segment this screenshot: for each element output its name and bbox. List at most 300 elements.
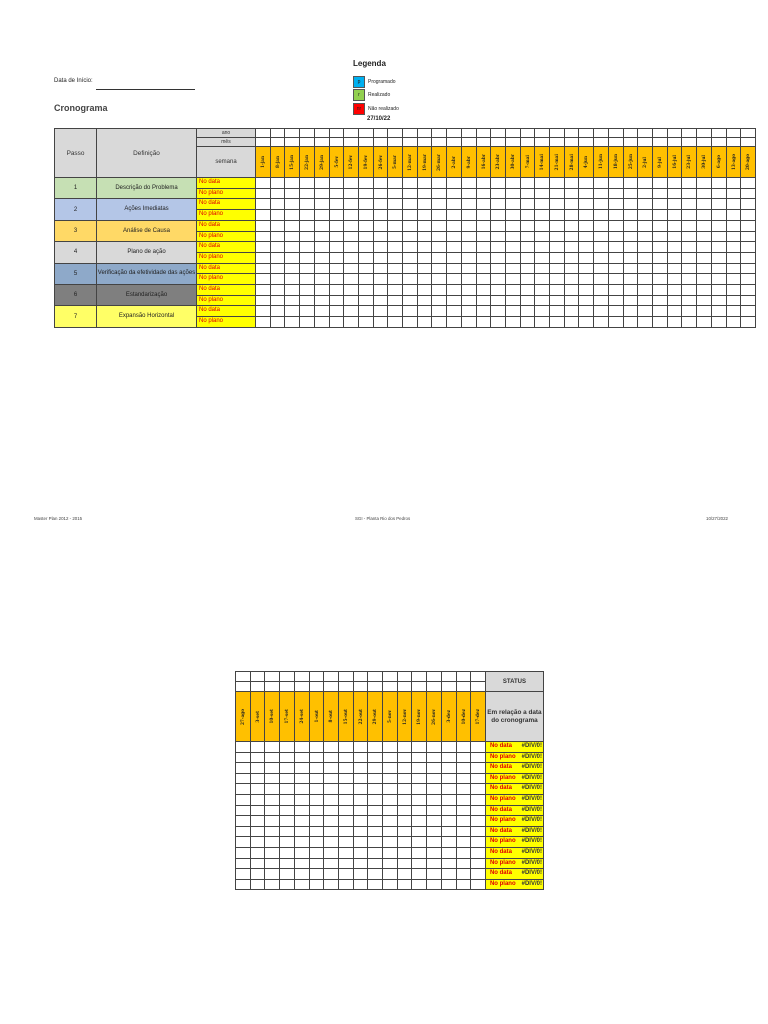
year-cell[interactable] [388, 129, 403, 138]
schedule-cell[interactable] [741, 295, 756, 306]
schedule-cell[interactable] [397, 879, 412, 890]
schedule-cell[interactable] [236, 805, 251, 816]
schedule-cell[interactable] [373, 188, 388, 199]
month-cell[interactable] [338, 682, 353, 692]
schedule-cell[interactable] [417, 317, 432, 328]
schedule-cell[interactable] [441, 773, 456, 784]
year-cell[interactable] [471, 672, 486, 682]
schedule-cell[interactable] [505, 285, 520, 296]
schedule-cell[interactable] [373, 199, 388, 210]
schedule-cell[interactable] [285, 285, 300, 296]
month-cell[interactable] [412, 682, 427, 692]
schedule-cell[interactable] [432, 231, 447, 242]
schedule-cell[interactable] [432, 188, 447, 199]
schedule-cell[interactable] [309, 784, 324, 795]
schedule-cell[interactable] [697, 306, 712, 317]
schedule-cell[interactable] [309, 794, 324, 805]
schedule-cell[interactable] [447, 178, 462, 189]
schedule-cell[interactable] [344, 210, 359, 221]
schedule-cell[interactable] [280, 837, 295, 848]
schedule-cell[interactable] [741, 199, 756, 210]
schedule-cell[interactable] [594, 252, 609, 263]
schedule-cell[interactable] [280, 742, 295, 753]
schedule-cell[interactable] [280, 805, 295, 816]
year-cell[interactable] [236, 672, 251, 682]
schedule-cell[interactable] [309, 826, 324, 837]
schedule-cell[interactable] [550, 285, 565, 296]
schedule-cell[interactable] [652, 210, 667, 221]
schedule-cell[interactable] [329, 220, 344, 231]
schedule-cell[interactable] [520, 242, 535, 253]
schedule-cell[interactable] [638, 220, 653, 231]
schedule-cell[interactable] [353, 742, 368, 753]
year-cell[interactable] [491, 129, 506, 138]
schedule-cell[interactable] [535, 210, 550, 221]
schedule-cell[interactable] [427, 869, 442, 880]
schedule-cell[interactable] [329, 263, 344, 274]
schedule-cell[interactable] [471, 847, 486, 858]
schedule-cell[interactable] [638, 199, 653, 210]
schedule-cell[interactable] [427, 742, 442, 753]
schedule-cell[interactable] [265, 752, 280, 763]
schedule-cell[interactable] [608, 231, 623, 242]
year-cell[interactable] [324, 672, 339, 682]
schedule-cell[interactable] [280, 794, 295, 805]
schedule-cell[interactable] [250, 869, 265, 880]
schedule-cell[interactable] [353, 858, 368, 869]
schedule-cell[interactable] [353, 752, 368, 763]
schedule-cell[interactable] [294, 773, 309, 784]
schedule-cell[interactable] [741, 274, 756, 285]
schedule-cell[interactable] [324, 784, 339, 795]
schedule-cell[interactable] [270, 306, 285, 317]
month-cell[interactable] [432, 138, 447, 147]
year-cell[interactable] [535, 129, 550, 138]
schedule-cell[interactable] [285, 188, 300, 199]
schedule-cell[interactable] [579, 252, 594, 263]
schedule-cell[interactable] [491, 306, 506, 317]
schedule-cell[interactable] [353, 784, 368, 795]
schedule-cell[interactable] [505, 252, 520, 263]
schedule-cell[interactable] [667, 210, 682, 221]
schedule-cell[interactable] [594, 199, 609, 210]
schedule-cell[interactable] [432, 199, 447, 210]
schedule-cell[interactable] [652, 178, 667, 189]
schedule-cell[interactable] [550, 199, 565, 210]
schedule-cell[interactable] [608, 199, 623, 210]
schedule-cell[interactable] [726, 306, 741, 317]
schedule-cell[interactable] [447, 220, 462, 231]
schedule-cell[interactable] [236, 837, 251, 848]
year-cell[interactable] [447, 129, 462, 138]
schedule-cell[interactable] [256, 242, 271, 253]
schedule-cell[interactable] [285, 242, 300, 253]
schedule-cell[interactable] [520, 220, 535, 231]
schedule-cell[interactable] [250, 742, 265, 753]
schedule-cell[interactable] [250, 826, 265, 837]
schedule-cell[interactable] [270, 242, 285, 253]
schedule-cell[interactable] [432, 317, 447, 328]
schedule-cell[interactable] [324, 858, 339, 869]
schedule-cell[interactable] [309, 763, 324, 774]
schedule-cell[interactable] [476, 210, 491, 221]
schedule-cell[interactable] [594, 178, 609, 189]
schedule-cell[interactable] [726, 231, 741, 242]
schedule-cell[interactable] [726, 199, 741, 210]
schedule-cell[interactable] [432, 295, 447, 306]
schedule-cell[interactable] [403, 242, 418, 253]
schedule-cell[interactable] [265, 763, 280, 774]
schedule-cell[interactable] [388, 285, 403, 296]
schedule-cell[interactable] [270, 178, 285, 189]
schedule-cell[interactable] [652, 274, 667, 285]
year-cell[interactable] [579, 129, 594, 138]
schedule-cell[interactable] [397, 742, 412, 753]
year-cell[interactable] [383, 672, 398, 682]
year-cell[interactable] [403, 129, 418, 138]
year-cell[interactable] [368, 672, 383, 682]
schedule-cell[interactable] [441, 869, 456, 880]
schedule-cell[interactable] [403, 285, 418, 296]
schedule-cell[interactable] [726, 274, 741, 285]
schedule-cell[interactable] [314, 252, 329, 263]
schedule-cell[interactable] [300, 274, 315, 285]
schedule-cell[interactable] [397, 763, 412, 774]
month-cell[interactable] [353, 682, 368, 692]
schedule-cell[interactable] [324, 752, 339, 763]
schedule-cell[interactable] [368, 826, 383, 837]
schedule-cell[interactable] [652, 306, 667, 317]
schedule-cell[interactable] [697, 295, 712, 306]
start-date-field[interactable] [96, 89, 195, 90]
schedule-cell[interactable] [652, 199, 667, 210]
schedule-cell[interactable] [623, 295, 638, 306]
schedule-cell[interactable] [461, 242, 476, 253]
schedule-cell[interactable] [270, 210, 285, 221]
schedule-cell[interactable] [265, 837, 280, 848]
schedule-cell[interactable] [682, 178, 697, 189]
schedule-cell[interactable] [353, 847, 368, 858]
schedule-cell[interactable] [338, 879, 353, 890]
schedule-cell[interactable] [432, 252, 447, 263]
schedule-cell[interactable] [579, 263, 594, 274]
schedule-cell[interactable] [432, 306, 447, 317]
schedule-cell[interactable] [579, 210, 594, 221]
schedule-cell[interactable] [388, 199, 403, 210]
schedule-cell[interactable] [236, 816, 251, 827]
schedule-cell[interactable] [432, 285, 447, 296]
schedule-cell[interactable] [471, 869, 486, 880]
schedule-cell[interactable] [741, 220, 756, 231]
schedule-cell[interactable] [412, 805, 427, 816]
schedule-cell[interactable] [741, 178, 756, 189]
schedule-cell[interactable] [285, 306, 300, 317]
schedule-cell[interactable] [456, 837, 471, 848]
schedule-cell[interactable] [638, 188, 653, 199]
schedule-cell[interactable] [412, 858, 427, 869]
month-cell[interactable] [726, 138, 741, 147]
schedule-cell[interactable] [432, 178, 447, 189]
schedule-cell[interactable] [608, 295, 623, 306]
schedule-cell[interactable] [461, 274, 476, 285]
schedule-cell[interactable] [300, 295, 315, 306]
schedule-cell[interactable] [608, 210, 623, 221]
schedule-cell[interactable] [682, 285, 697, 296]
schedule-cell[interactable] [265, 773, 280, 784]
schedule-cell[interactable] [535, 252, 550, 263]
schedule-cell[interactable] [427, 826, 442, 837]
schedule-cell[interactable] [300, 242, 315, 253]
schedule-cell[interactable] [403, 188, 418, 199]
month-cell[interactable] [638, 138, 653, 147]
schedule-cell[interactable] [535, 263, 550, 274]
schedule-cell[interactable] [476, 306, 491, 317]
schedule-cell[interactable] [280, 816, 295, 827]
schedule-cell[interactable] [344, 295, 359, 306]
schedule-cell[interactable] [417, 242, 432, 253]
schedule-cell[interactable] [353, 879, 368, 890]
schedule-cell[interactable] [236, 742, 251, 753]
schedule-cell[interactable] [447, 188, 462, 199]
schedule-cell[interactable] [447, 199, 462, 210]
schedule-cell[interactable] [623, 306, 638, 317]
schedule-cell[interactable] [270, 263, 285, 274]
schedule-cell[interactable] [383, 879, 398, 890]
year-cell[interactable] [338, 672, 353, 682]
schedule-cell[interactable] [256, 178, 271, 189]
schedule-cell[interactable] [441, 794, 456, 805]
schedule-cell[interactable] [324, 763, 339, 774]
schedule-cell[interactable] [314, 274, 329, 285]
schedule-cell[interactable] [265, 805, 280, 816]
month-cell[interactable] [594, 138, 609, 147]
schedule-cell[interactable] [329, 178, 344, 189]
year-cell[interactable] [726, 129, 741, 138]
schedule-cell[interactable] [505, 210, 520, 221]
schedule-cell[interactable] [280, 763, 295, 774]
schedule-cell[interactable] [667, 199, 682, 210]
schedule-cell[interactable] [608, 188, 623, 199]
month-cell[interactable] [652, 138, 667, 147]
schedule-cell[interactable] [427, 805, 442, 816]
year-cell[interactable] [608, 129, 623, 138]
schedule-cell[interactable] [412, 773, 427, 784]
schedule-cell[interactable] [294, 826, 309, 837]
schedule-cell[interactable] [682, 252, 697, 263]
year-cell[interactable] [652, 129, 667, 138]
schedule-cell[interactable] [265, 847, 280, 858]
schedule-cell[interactable] [441, 763, 456, 774]
schedule-cell[interactable] [579, 231, 594, 242]
schedule-cell[interactable] [368, 763, 383, 774]
schedule-cell[interactable] [711, 274, 726, 285]
schedule-cell[interactable] [456, 826, 471, 837]
schedule-cell[interactable] [397, 837, 412, 848]
schedule-cell[interactable] [652, 231, 667, 242]
schedule-cell[interactable] [280, 752, 295, 763]
year-cell[interactable] [353, 672, 368, 682]
schedule-cell[interactable] [300, 210, 315, 221]
schedule-cell[interactable] [520, 306, 535, 317]
schedule-cell[interactable] [432, 274, 447, 285]
schedule-cell[interactable] [427, 773, 442, 784]
schedule-cell[interactable] [535, 220, 550, 231]
schedule-cell[interactable] [594, 210, 609, 221]
schedule-cell[interactable] [564, 220, 579, 231]
month-cell[interactable] [461, 138, 476, 147]
year-cell[interactable] [280, 672, 295, 682]
schedule-cell[interactable] [300, 317, 315, 328]
schedule-cell[interactable] [564, 252, 579, 263]
schedule-cell[interactable] [441, 826, 456, 837]
schedule-cell[interactable] [726, 220, 741, 231]
schedule-cell[interactable] [471, 816, 486, 827]
schedule-cell[interactable] [309, 816, 324, 827]
schedule-cell[interactable] [417, 231, 432, 242]
schedule-cell[interactable] [432, 210, 447, 221]
month-cell[interactable] [324, 682, 339, 692]
schedule-cell[interactable] [383, 858, 398, 869]
schedule-cell[interactable] [427, 763, 442, 774]
schedule-cell[interactable] [456, 847, 471, 858]
schedule-cell[interactable] [535, 274, 550, 285]
year-cell[interactable] [456, 672, 471, 682]
schedule-cell[interactable] [265, 742, 280, 753]
schedule-cell[interactable] [652, 188, 667, 199]
year-cell[interactable] [682, 129, 697, 138]
schedule-cell[interactable] [285, 317, 300, 328]
schedule-cell[interactable] [417, 199, 432, 210]
schedule-cell[interactable] [505, 274, 520, 285]
month-cell[interactable] [505, 138, 520, 147]
schedule-cell[interactable] [280, 879, 295, 890]
schedule-cell[interactable] [623, 188, 638, 199]
schedule-cell[interactable] [579, 178, 594, 189]
schedule-cell[interactable] [697, 317, 712, 328]
schedule-cell[interactable] [711, 252, 726, 263]
schedule-cell[interactable] [270, 295, 285, 306]
schedule-cell[interactable] [368, 742, 383, 753]
schedule-cell[interactable] [353, 805, 368, 816]
schedule-cell[interactable] [594, 317, 609, 328]
schedule-cell[interactable] [456, 794, 471, 805]
month-cell[interactable] [741, 138, 756, 147]
schedule-cell[interactable] [300, 285, 315, 296]
schedule-cell[interactable] [697, 199, 712, 210]
month-cell[interactable] [270, 138, 285, 147]
schedule-cell[interactable] [344, 242, 359, 253]
schedule-cell[interactable] [594, 295, 609, 306]
schedule-cell[interactable] [461, 178, 476, 189]
schedule-cell[interactable] [667, 188, 682, 199]
month-cell[interactable] [383, 682, 398, 692]
schedule-cell[interactable] [550, 231, 565, 242]
schedule-cell[interactable] [550, 210, 565, 221]
schedule-cell[interactable] [285, 252, 300, 263]
schedule-cell[interactable] [667, 231, 682, 242]
schedule-cell[interactable] [344, 220, 359, 231]
schedule-cell[interactable] [726, 210, 741, 221]
month-cell[interactable] [441, 682, 456, 692]
schedule-cell[interactable] [294, 805, 309, 816]
schedule-cell[interactable] [471, 742, 486, 753]
schedule-cell[interactable] [491, 210, 506, 221]
schedule-cell[interactable] [505, 306, 520, 317]
schedule-cell[interactable] [427, 858, 442, 869]
schedule-cell[interactable] [300, 178, 315, 189]
schedule-cell[interactable] [270, 188, 285, 199]
schedule-cell[interactable] [564, 210, 579, 221]
schedule-cell[interactable] [324, 805, 339, 816]
year-cell[interactable] [309, 672, 324, 682]
schedule-cell[interactable] [329, 295, 344, 306]
schedule-cell[interactable] [412, 837, 427, 848]
schedule-cell[interactable] [373, 220, 388, 231]
year-cell[interactable] [270, 129, 285, 138]
schedule-cell[interactable] [285, 199, 300, 210]
schedule-cell[interactable] [471, 837, 486, 848]
schedule-cell[interactable] [300, 188, 315, 199]
schedule-cell[interactable] [505, 220, 520, 231]
schedule-cell[interactable] [461, 199, 476, 210]
schedule-cell[interactable] [388, 263, 403, 274]
schedule-cell[interactable] [697, 188, 712, 199]
schedule-cell[interactable] [711, 178, 726, 189]
schedule-cell[interactable] [368, 794, 383, 805]
schedule-cell[interactable] [667, 306, 682, 317]
schedule-cell[interactable] [412, 879, 427, 890]
schedule-cell[interactable] [270, 252, 285, 263]
schedule-cell[interactable] [344, 252, 359, 263]
schedule-cell[interactable] [403, 220, 418, 231]
schedule-cell[interactable] [476, 317, 491, 328]
schedule-cell[interactable] [250, 837, 265, 848]
schedule-cell[interactable] [368, 869, 383, 880]
schedule-cell[interactable] [358, 285, 373, 296]
schedule-cell[interactable] [461, 263, 476, 274]
schedule-cell[interactable] [358, 210, 373, 221]
month-cell[interactable] [550, 138, 565, 147]
schedule-cell[interactable] [329, 210, 344, 221]
schedule-cell[interactable] [280, 869, 295, 880]
schedule-cell[interactable] [256, 188, 271, 199]
schedule-cell[interactable] [456, 763, 471, 774]
schedule-cell[interactable] [697, 263, 712, 274]
schedule-cell[interactable] [594, 188, 609, 199]
schedule-cell[interactable] [535, 231, 550, 242]
schedule-cell[interactable] [638, 306, 653, 317]
year-cell[interactable] [505, 129, 520, 138]
schedule-cell[interactable] [329, 242, 344, 253]
schedule-cell[interactable] [324, 794, 339, 805]
schedule-cell[interactable] [505, 295, 520, 306]
month-cell[interactable] [250, 682, 265, 692]
schedule-cell[interactable] [358, 242, 373, 253]
schedule-cell[interactable] [294, 794, 309, 805]
month-cell[interactable] [471, 682, 486, 692]
schedule-cell[interactable] [638, 274, 653, 285]
schedule-cell[interactable] [329, 274, 344, 285]
schedule-cell[interactable] [741, 210, 756, 221]
schedule-cell[interactable] [373, 274, 388, 285]
schedule-cell[interactable] [550, 306, 565, 317]
schedule-cell[interactable] [250, 794, 265, 805]
schedule-cell[interactable] [338, 763, 353, 774]
month-cell[interactable] [564, 138, 579, 147]
schedule-cell[interactable] [338, 742, 353, 753]
schedule-cell[interactable] [314, 178, 329, 189]
year-cell[interactable] [520, 129, 535, 138]
